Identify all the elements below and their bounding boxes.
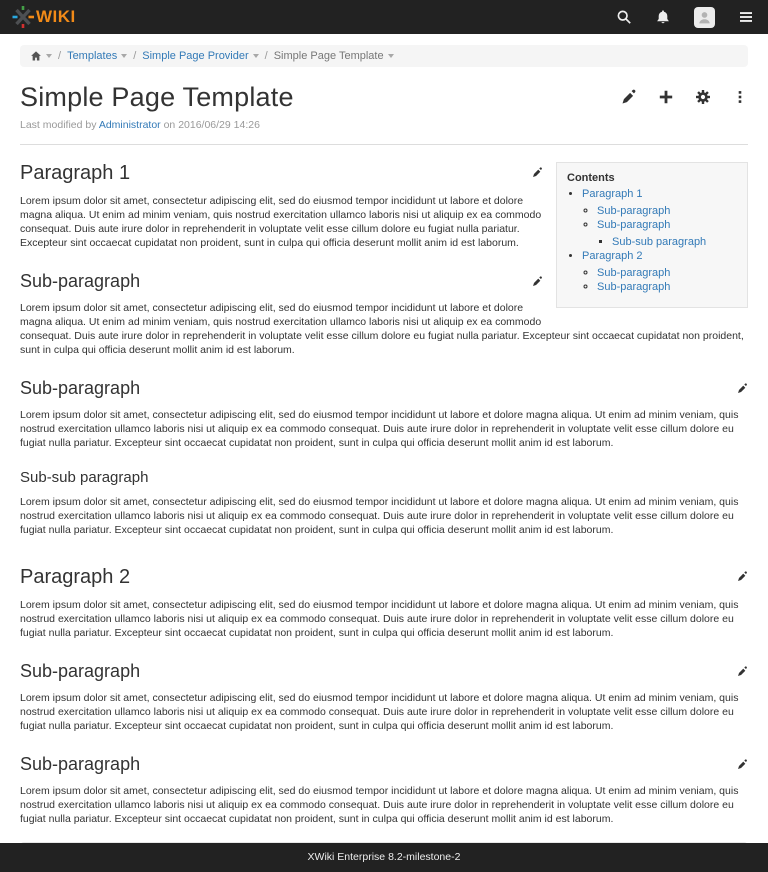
document-content: [20, 162, 748, 830]
edit-section-pencil-icon[interactable]: [737, 759, 748, 770]
toc-list: [582, 187, 737, 295]
toc-link-sub-sub-paragraph[interactable]: Sub-sub paragraph: [612, 235, 707, 248]
more-actions-kebab-icon[interactable]: [732, 89, 748, 105]
section-body: Lorem ipsum dolor sit amet, consectetur adipiscing elit, sed do eiusmod tempor incididunt ut labore et dolore magna aliqua. Ut enim ad minim veniam, quis nostrud exercitation ullamco laboris nisi ut aliquip ex ea commodo consequat. Duis aute irure dolor in reprehenderit in voluptate velit esse cillum dolore eu fugiat nulla pariatur. Excepteur sint occaecat cupidatat non proident, sunt in culpa qui officia deserunt mollit anim id est laborum.: [20, 195, 542, 249]
edit-section-pencil-icon[interactable]: [532, 167, 543, 178]
section-body: Lorem ipsum dolor sit amet, consectetur adipiscing elit, sed do eiusmod tempor incididunt ut labore et dolore magna aliqua. Ut enim ad minim veniam, quis nostrud exercitation ullamco laboris nisi ut aliquip ex ea commodo consequat. Duis aute irure dolor in reprehenderit in voluptate velit esse cillum dolore eu fugiat nulla pariatur. Excepteur sint occaecat cupidatat non proident, sunt in culpa qui officia deserunt mollit anim id est laborum.: [20, 599, 739, 639]
top-navbar: [0, 0, 768, 34]
settings-gear-icon[interactable]: [695, 89, 711, 105]
bell-icon[interactable]: [655, 9, 671, 25]
navbar-actions: [616, 7, 754, 28]
create-button-plus-icon[interactable]: [658, 89, 674, 105]
section-heading: Sub-paragraph: [20, 271, 141, 291]
section-body: Lorem ipsum dolor sit amet, consectetur adipiscing elit, sed do eiusmod tempor incididunt ut labore et dolore magna aliqua. Ut enim ad minim veniam, quis nostrud exercitation ullamco laboris nisi ut aliquip ex ea commodo consequat. Duis aute irure dolor in reprehenderit in voluptate velit esse cillum dolore eu fugiat nulla pariatur. Excepteur sint occaecat cupidatat non proident, sunt in culpa qui officia deserunt mollit anim id est laborum.: [20, 496, 739, 536]
breadcrumb-current: Simple Page Template: [273, 50, 384, 62]
section-body: Lorem ipsum dolor sit amet, consectetur adipiscing elit, sed do eiusmod tempor incididunt ut labore et dolore magna aliqua. Ut enim ad minim veniam, quis nostrud exercitation ullamco laboris nisi ut aliquip ex ea commodo consequat. Duis aute irure dolor in reprehenderit in voluptate velit esse cillum dolore eu fugiat nulla pariatur. Excepteur sint occaecat cupidatat non proident, sunt in culpa qui officia deserunt mollit anim id est laborum.: [20, 409, 739, 449]
version-status-bar: [0, 843, 768, 872]
document-actions: [621, 89, 748, 105]
toc-link-sub-paragraph[interactable]: Sub-paragraph: [597, 266, 671, 279]
edit-button-pencil-icon[interactable]: [621, 89, 637, 105]
version-text: XWiki Enterprise 8.2-milestone-2: [307, 851, 461, 863]
breadcrumb-separator: /: [133, 50, 137, 62]
section-sub-paragraph-3: [20, 661, 748, 733]
person-icon: [697, 10, 712, 25]
toc-item: [582, 249, 737, 295]
modified-suffix: on 2016/06/29 14:26: [163, 119, 260, 131]
breadcrumb-caret[interactable]: [388, 54, 394, 58]
modified-user-link[interactable]: Administrator: [98, 119, 161, 131]
toc-item: [597, 204, 737, 219]
section-body: Lorem ipsum dolor sit amet, consectetur adipiscing elit, sed do eiusmod tempor incididunt ut labore et dolore magna aliqua. Ut enim ad minim veniam, quis nostrud exercitation ullamco laboris nisi ut aliquip ex ea commodo consequat. Duis aute irure dolor in reprehenderit in voluptate velit esse cillum dolore eu fugiat nulla pariatur. Excepteur sint occaecat cupidatat non proident, sunt in culpa qui officia deserunt mollit anim id est laborum.: [20, 302, 744, 356]
user-avatar[interactable]: [694, 7, 715, 28]
drawer-menu-icon[interactable]: [738, 9, 754, 25]
section-heading: Sub-sub paragraph: [20, 469, 149, 486]
breadcrumb-link-simple-page-provider[interactable]: Simple Page Provider: [142, 50, 249, 62]
section-heading: Sub-paragraph: [20, 754, 141, 774]
section-sub-sub-paragraph: [20, 469, 748, 537]
toc-link-sub-paragraph[interactable]: Sub-paragraph: [597, 281, 671, 293]
edit-section-pencil-icon[interactable]: [737, 571, 748, 582]
section-paragraph-2: [20, 566, 748, 640]
section-body: Lorem ipsum dolor sit amet, consectetur adipiscing elit, sed do eiusmod tempor incididunt ut labore et dolore magna aliqua. Ut enim ad minim veniam, quis nostrud exercitation ullamco laboris nisi ut aliquip ex ea commodo consequat. Duis aute irure dolor in reprehenderit in voluptate velit esse cillum dolore eu fugiat nulla pariatur. Excepteur sint occaecat cupidatat non proident, sunt in culpa qui officia deserunt mollit anim id est laborum.: [20, 692, 739, 732]
toc-item: [612, 235, 737, 250]
search-icon[interactable]: [616, 9, 632, 25]
brand-text: WIKI: [36, 7, 76, 26]
section-heading: Sub-paragraph: [20, 378, 141, 398]
toc-item: [597, 218, 737, 249]
toc-link-paragraph-1[interactable]: Paragraph 1: [582, 188, 643, 200]
toc-link-sub-paragraph[interactable]: Sub-paragraph: [597, 219, 671, 231]
breadcrumb: [20, 45, 748, 67]
section-heading: Sub-paragraph: [20, 661, 141, 681]
last-modified-line: [20, 119, 748, 131]
breadcrumb-caret[interactable]: [253, 54, 259, 58]
toc-item: [582, 187, 737, 249]
xwiki-logo[interactable]: [12, 5, 76, 29]
home-icon[interactable]: [30, 50, 42, 62]
edit-section-pencil-icon[interactable]: [737, 666, 748, 677]
toc-item: [597, 280, 737, 295]
edit-section-pencil-icon[interactable]: [532, 276, 543, 287]
section-body: Lorem ipsum dolor sit amet, consectetur adipiscing elit, sed do eiusmod tempor incididunt ut labore et dolore magna aliqua. Ut enim ad minim veniam, quis nostrud exercitation ullamco laboris nisi ut aliquip ex ea commodo consequat. Duis aute irure dolor in reprehenderit in voluptate velit esse cillum dolore eu fugiat nulla pariatur. Excepteur sint occaecat cupidatat non proident, sunt in culpa qui officia deserunt mollit anim id est laborum.: [20, 785, 739, 825]
title-divider: [20, 144, 748, 145]
section-sub-paragraph-2: [20, 378, 748, 450]
page-title: Simple Page Template: [20, 82, 294, 112]
toc-link-paragraph-2[interactable]: Paragraph 2: [582, 250, 643, 262]
section-heading: Paragraph 2: [20, 566, 131, 588]
breadcrumb-separator: /: [264, 50, 268, 62]
xwiki-x-logo-icon: [12, 5, 35, 29]
toc-link-sub-paragraph[interactable]: Sub-paragraph: [597, 204, 671, 217]
breadcrumb-home-caret[interactable]: [46, 54, 52, 58]
edit-section-pencil-icon[interactable]: [737, 383, 748, 394]
breadcrumb-separator: /: [58, 50, 62, 62]
section-sub-paragraph-4: [20, 754, 748, 826]
modified-prefix: Last modified by: [20, 119, 97, 131]
toc-title: Contents: [567, 172, 615, 184]
breadcrumb-caret[interactable]: [121, 54, 127, 58]
table-of-contents: [556, 162, 748, 308]
document-header: [20, 82, 748, 113]
breadcrumb-link-templates[interactable]: Templates: [67, 50, 118, 62]
toc-item: [597, 266, 737, 281]
section-heading: Paragraph 1: [20, 162, 131, 184]
